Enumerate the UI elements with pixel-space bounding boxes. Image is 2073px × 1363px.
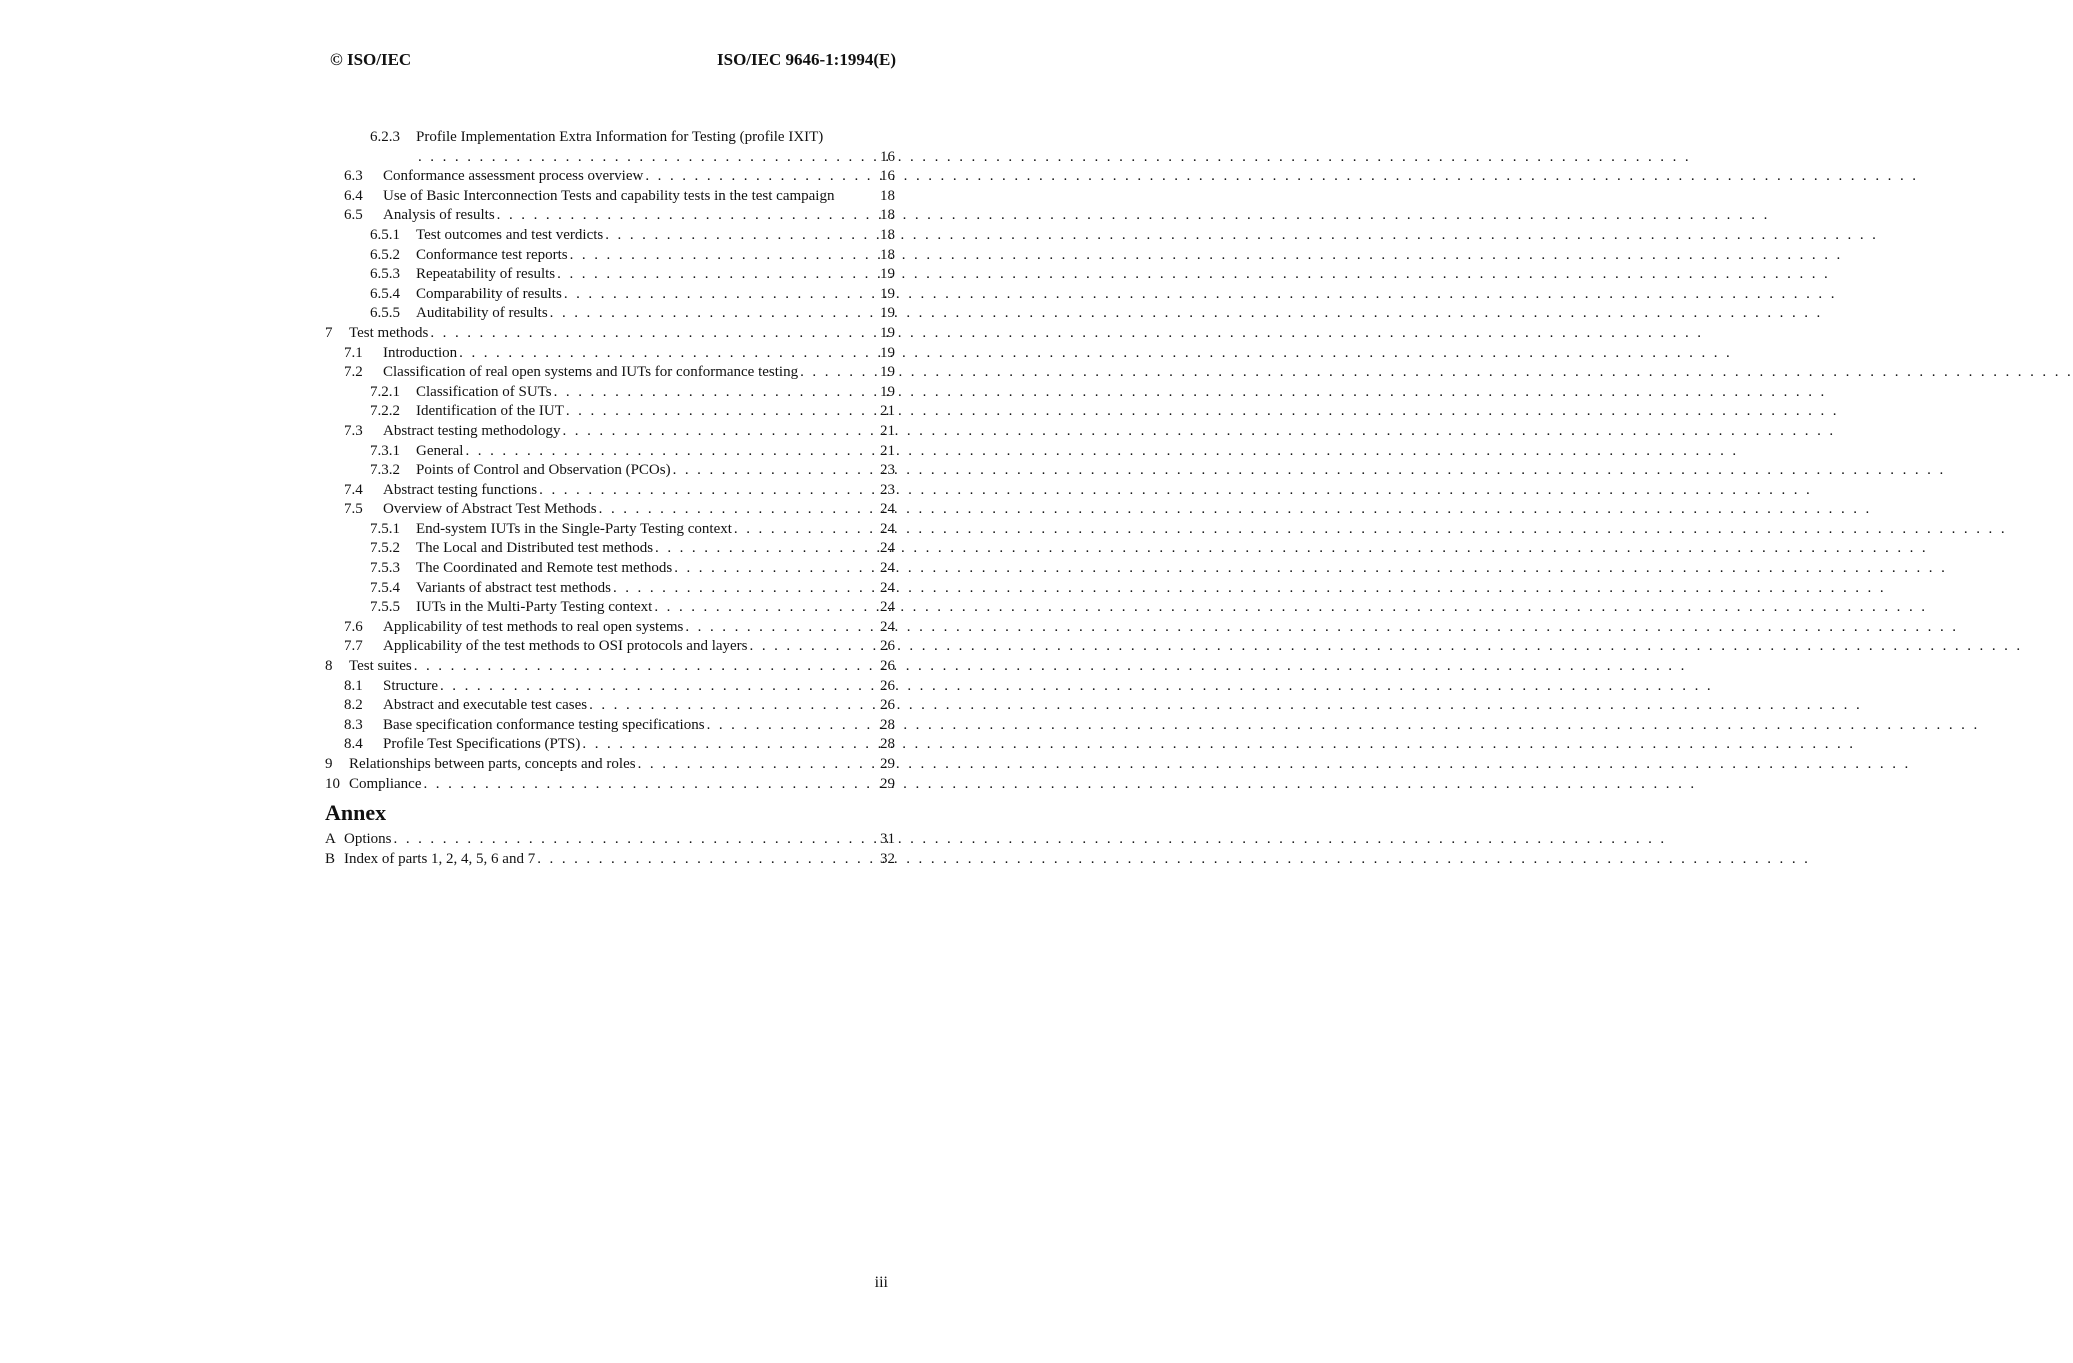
toc-entry-page: 26 — [880, 697, 895, 714]
toc-entry-title: Classification of SUTs — [416, 383, 552, 400]
toc-entry-number: 7.2.2 — [370, 403, 400, 420]
toc-leader-dots — [394, 830, 877, 850]
toc-entry-title: Test outcomes and test verdicts — [416, 226, 604, 243]
toc-entry-number: 8.1 — [344, 677, 363, 694]
page-number: iii — [874, 1274, 888, 1291]
toc-entry-number: 7.5.2 — [370, 540, 400, 557]
toc-leader-dots — [734, 520, 877, 540]
toc-entry-title: Base specification conformance testing specifications — [383, 716, 705, 733]
toc-entry — [325, 735, 895, 755]
toc-leader-dots — [430, 324, 877, 344]
annex-entry-title: Options — [344, 831, 392, 848]
toc-leader-dots — [537, 850, 877, 870]
toc-entry-page: 19 — [880, 324, 895, 341]
toc-leader-dots — [562, 422, 877, 442]
toc-entry — [325, 481, 895, 501]
toc-entry-number: 8.4 — [344, 736, 363, 753]
toc-entry — [325, 128, 895, 148]
toc-entry-number: 6.5 — [344, 207, 363, 224]
toc-entry — [325, 265, 895, 285]
toc-entry-page: 18 — [880, 187, 895, 204]
toc-entry-title: Identification of the IUT — [416, 403, 564, 420]
toc-entry — [325, 657, 895, 677]
toc-entry-number: 7.3.2 — [370, 462, 400, 479]
toc-entry-number: 7.4 — [344, 481, 363, 498]
toc-leader-dots — [800, 363, 877, 383]
toc-entry-title: Analysis of results — [383, 207, 495, 224]
toc-leader-dots — [440, 677, 877, 697]
toc-entry-title: Introduction — [383, 344, 458, 361]
toc-entry — [325, 539, 895, 559]
toc-entry-page: 21 — [880, 422, 895, 439]
toc-entry-title: Points of Control and Observation (PCOs) — [416, 462, 671, 479]
toc-entry-title: Conformance assessment process overview — [383, 168, 644, 185]
toc-entry — [325, 755, 895, 775]
toc-entry-number: 7.5.4 — [370, 579, 400, 596]
toc-entry — [325, 402, 895, 422]
toc-leader-dots — [685, 618, 877, 638]
toc-entry-number: 6.5.3 — [370, 266, 400, 283]
toc-entry-title: Conformance test reports — [416, 246, 568, 263]
toc-entry-page: 18 — [880, 207, 895, 224]
toc-entry-title: Relationships between parts, concepts and roles — [349, 756, 636, 772]
toc-entry-title: Use of Basic Interconnection Tests and capability tests in the test campaign — [383, 187, 835, 204]
toc-entry-page: 18 — [880, 246, 895, 263]
toc-entry-number: 7.2 — [344, 364, 363, 381]
toc-entry-title: Overview of Abstract Test Methods — [383, 501, 597, 518]
header-left: © ISO/IEC — [330, 50, 412, 69]
toc-entry-title: Compliance — [349, 775, 422, 792]
toc-leader-dots — [605, 226, 877, 246]
toc-entry — [325, 383, 895, 403]
toc-entry-title: Applicability of the test methods to OSI protocols and layers — [383, 638, 748, 655]
toc-entry-number: 7.5 — [344, 501, 363, 518]
toc-entry-page: 29 — [880, 756, 895, 772]
annex-entry-page: 32 — [880, 850, 895, 867]
annex-entry — [325, 830, 895, 850]
toc-entry-page: 24 — [880, 520, 895, 537]
toc-entry-page: 26 — [880, 638, 895, 655]
toc-entry-number: 8.3 — [344, 716, 363, 733]
toc-entry — [325, 206, 895, 226]
toc-entry-page: 26 — [880, 658, 895, 675]
toc-leader-dots — [564, 285, 877, 305]
toc-entry — [325, 716, 895, 736]
annex-entry-letter: B — [325, 850, 336, 867]
toc-entry-page: 28 — [880, 716, 895, 733]
toc-entry-page: 24 — [880, 501, 895, 518]
toc-entry-number: 6.5.5 — [370, 305, 400, 322]
toc-entry-title: Repeatability of results — [416, 266, 556, 283]
toc-entry — [325, 677, 895, 697]
header-right: ISO/IEC 9646-1:1994(E) — [717, 50, 896, 69]
toc-entry — [325, 500, 895, 520]
toc-entry-number: 7.5.5 — [370, 599, 400, 616]
annex-heading: Annex — [325, 800, 387, 826]
toc-leader-dots — [673, 461, 877, 481]
toc-entry — [325, 324, 895, 344]
toc-entry-title: Abstract and executable test cases — [383, 697, 588, 714]
toc-entry-page: 23 — [880, 462, 895, 479]
toc-entry — [325, 520, 895, 540]
toc-entry-number: 7.3 — [344, 422, 363, 439]
toc-entry-title: Test methods — [349, 324, 429, 341]
toc-leader-dots — [557, 265, 877, 285]
toc-entry-title: The Local and Distributed test methods — [416, 540, 654, 557]
annex-entry-page: 31 — [880, 831, 895, 848]
toc-leader-dots — [414, 657, 877, 677]
annex-entry-title: Index of parts 1, 2, 4, 5, 6 and 7 — [344, 850, 536, 867]
toc-entry-page: 21 — [880, 442, 895, 459]
toc-entry-page: 29 — [880, 775, 895, 792]
toc-entry-title: IUTs in the Multi-Party Testing context — [416, 599, 653, 616]
toc-entry-page: 23 — [880, 481, 895, 498]
toc-leader-dots — [418, 148, 877, 168]
toc-entry-page: 16 — [880, 168, 895, 185]
toc-entry-title: Applicability of test methods to real open systems — [383, 618, 684, 635]
toc-leader-dots — [599, 500, 877, 520]
toc-entry — [325, 285, 895, 305]
toc-entry-page: 19 — [880, 364, 895, 381]
toc-entry — [325, 363, 895, 383]
toc-entry-number: 8.2 — [344, 697, 363, 714]
toc-entry-title: Auditability of results — [416, 305, 548, 322]
toc-entry — [325, 187, 895, 207]
toc-leader-dots — [465, 442, 877, 462]
toc-entry-page: 26 — [880, 677, 895, 694]
toc-entry-page: 16 — [880, 148, 895, 165]
toc-entry-page: 18 — [880, 226, 895, 243]
toc-entry-number: 7.7 — [344, 638, 363, 655]
toc-entry-number: 9 — [325, 756, 333, 772]
toc-entry — [325, 618, 895, 638]
toc-entry-page: 28 — [880, 736, 895, 753]
toc-entry-page: 19 — [880, 305, 895, 322]
toc-leader-dots — [423, 775, 877, 795]
toc-leader-dots — [459, 344, 877, 364]
toc-entry — [325, 461, 895, 481]
toc-entry-title: End-system IUTs in the Single-Party Testing context — [416, 520, 732, 537]
toc-entry-number: 6.2.3 — [370, 129, 400, 145]
toc-entry-number: 6.3 — [344, 168, 363, 185]
toc-entry — [325, 422, 895, 442]
annex-entry — [325, 850, 895, 870]
toc-leader-dots — [674, 559, 877, 579]
toc-entry — [325, 442, 895, 462]
table-of-contents — [325, 128, 895, 869]
toc-entry-page: 24 — [880, 560, 895, 577]
toc-entry-number: 10 — [325, 775, 340, 792]
toc-entry-page: 19 — [880, 344, 895, 361]
toc-entry — [325, 344, 895, 364]
toc-entry — [325, 226, 895, 246]
toc-entry-title: Structure — [383, 677, 438, 694]
toc-leader-dots — [566, 402, 877, 422]
toc-entry-number: 6.5.4 — [370, 285, 400, 302]
toc-entry-page: 19 — [880, 285, 895, 302]
toc-entry — [325, 696, 895, 716]
toc-leader-dots — [707, 716, 877, 736]
toc-entry — [325, 637, 895, 657]
toc-entry — [325, 559, 895, 579]
toc-entry-number: 7.6 — [344, 618, 363, 635]
toc-entry-page: 24 — [880, 599, 895, 616]
toc-entry-page: 24 — [880, 540, 895, 557]
toc-entry — [325, 579, 895, 599]
toc-entry — [325, 246, 895, 266]
toc-entry-page: 21 — [880, 403, 895, 420]
toc-entry-number: 7.1 — [344, 344, 363, 361]
toc-entry-title: Profile Implementation Extra Information for Testing (profile IXIT) — [416, 129, 824, 145]
toc-entry-number: 7.2.1 — [370, 383, 400, 400]
toc-leader-dots — [570, 246, 877, 266]
toc-entry-title: Profile Test Specifications (PTS) — [383, 736, 581, 753]
toc-entry-page: 19 — [880, 266, 895, 283]
toc-leader-dots — [613, 579, 877, 599]
toc-entry-page: 24 — [880, 579, 895, 596]
toc-leader-dots — [589, 696, 877, 716]
toc-entry-number: 7.5.3 — [370, 560, 400, 577]
toc-leader-dots — [554, 383, 877, 403]
toc-entry — [325, 304, 895, 324]
toc-leader-dots — [645, 167, 877, 187]
toc-leader-dots — [654, 598, 877, 618]
toc-entry-continuation — [325, 148, 895, 168]
toc-entry-title: Variants of abstract test methods — [416, 579, 611, 596]
toc-entry — [325, 775, 895, 795]
toc-entry-number: 7.3.1 — [370, 442, 400, 459]
toc-leader-dots — [550, 304, 877, 324]
toc-entry-number: 7 — [325, 324, 333, 341]
toc-entry-number: 6.5.2 — [370, 246, 400, 263]
toc-leader-dots — [750, 637, 877, 657]
toc-entry-title: General — [416, 442, 464, 459]
toc-entry-page: 24 — [880, 618, 895, 635]
toc-leader-dots — [539, 481, 877, 501]
toc-entry-number: 7.5.1 — [370, 520, 400, 537]
toc-entry-number: 8 — [325, 658, 333, 675]
toc-entry-number: 6.5.1 — [370, 226, 400, 243]
toc-leader-dots — [497, 206, 877, 226]
toc-entry-title: The Coordinated and Remote test methods — [416, 560, 673, 577]
toc-entry — [325, 167, 895, 187]
toc-entry-title: Comparability of results — [416, 285, 562, 302]
toc-leader-dots — [638, 755, 877, 775]
toc-leader-dots — [582, 735, 877, 755]
toc-entry-title: Abstract testing methodology — [383, 422, 561, 439]
toc-leader-dots — [655, 539, 877, 559]
toc-entry-title: Test suites — [349, 658, 412, 675]
toc-entry-number: 6.4 — [344, 187, 363, 204]
annex-entry-letter: A — [325, 831, 336, 848]
toc-entry-title: Abstract testing functions — [383, 481, 538, 498]
toc-entry-page: 19 — [880, 383, 895, 400]
toc-entry-title: Classification of real open systems and IUTs for conformance testing — [383, 364, 799, 381]
toc-entry — [325, 598, 895, 618]
